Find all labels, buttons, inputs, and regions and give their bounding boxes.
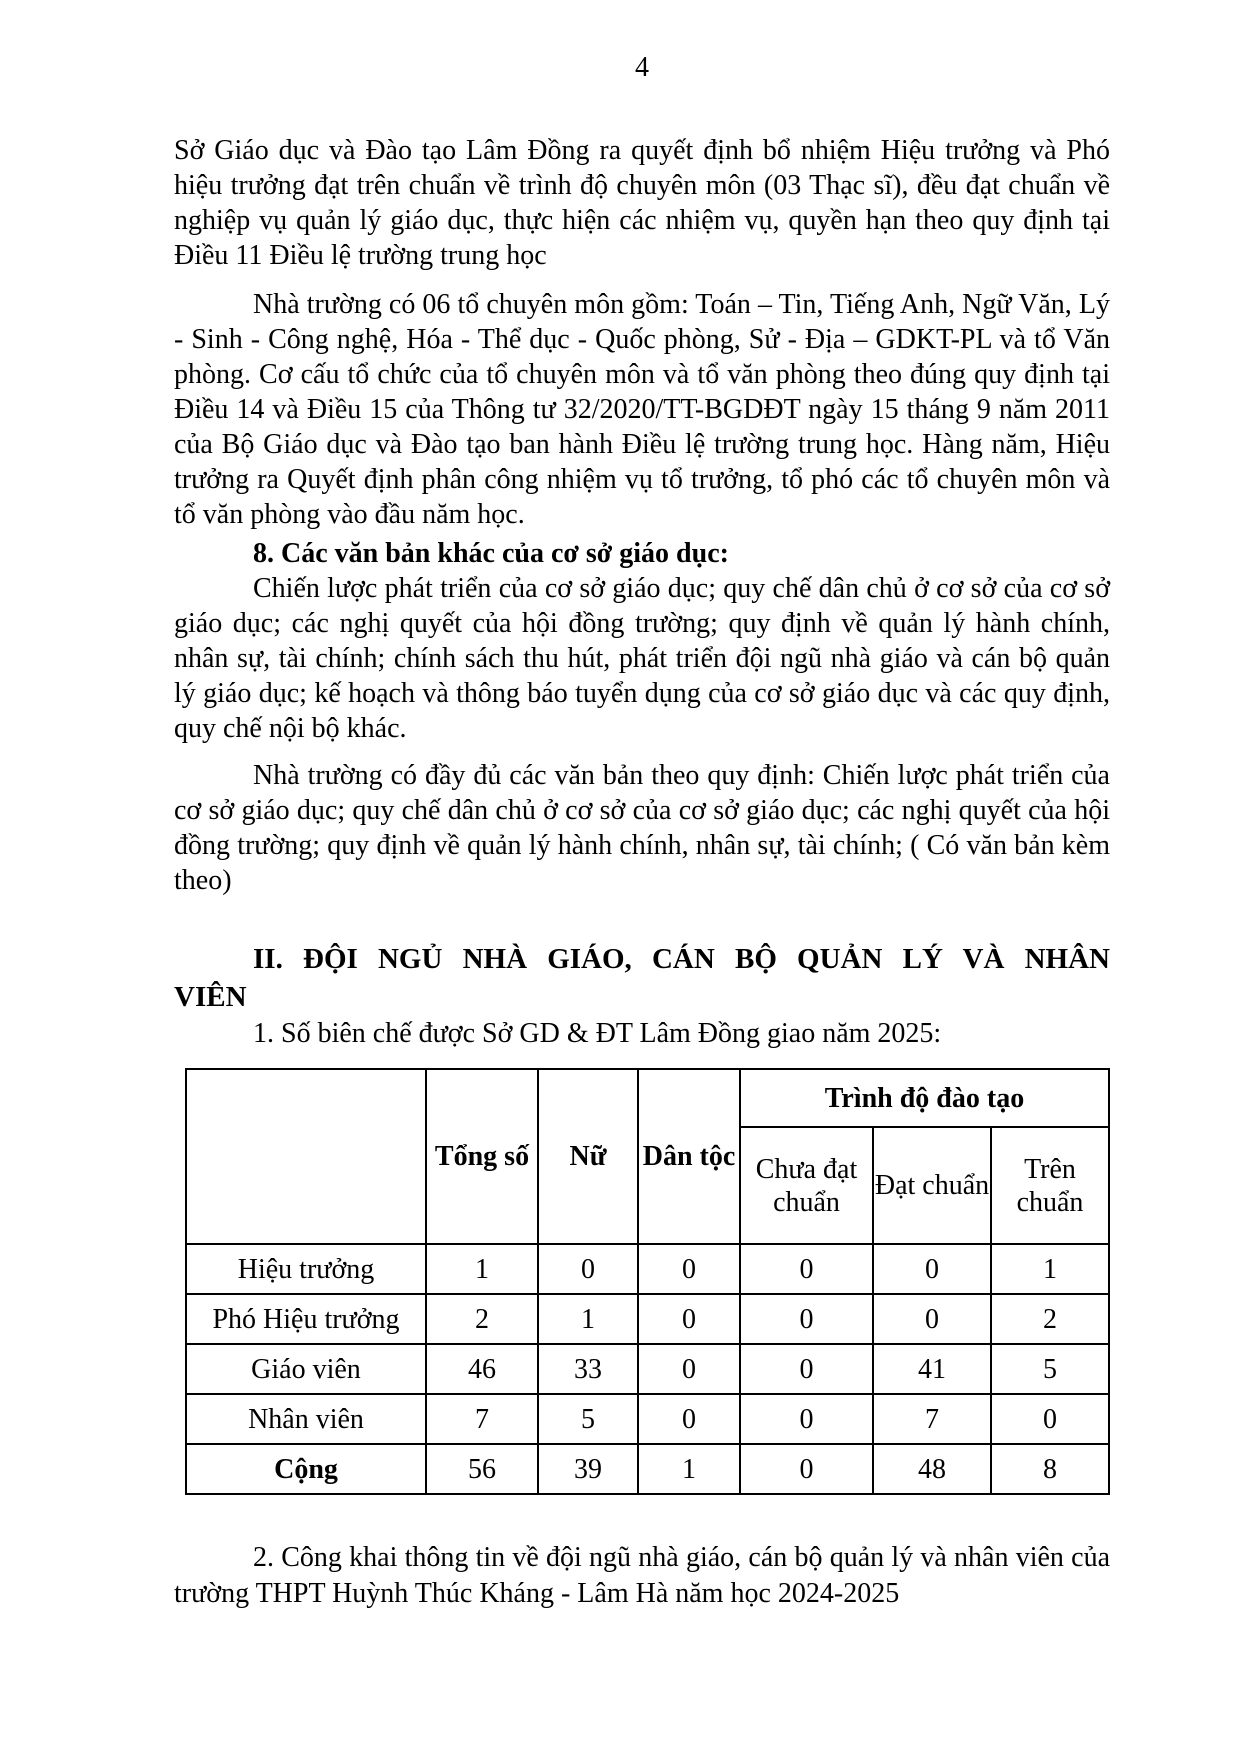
cell-chua-dat-chuan: 0 xyxy=(740,1344,873,1394)
cell-tong-so: 1 xyxy=(426,1244,538,1294)
cell-tren-chuan: 2 xyxy=(991,1294,1109,1344)
cell-dat-chuan: 0 xyxy=(873,1294,991,1344)
cell-chua-dat-chuan: 0 xyxy=(740,1294,873,1344)
cell-dan-toc: 0 xyxy=(638,1244,740,1294)
header-nu: Nữ xyxy=(538,1069,638,1244)
cell-dat-chuan: 41 xyxy=(873,1344,991,1394)
cell-tong-so: 56 xyxy=(426,1444,538,1494)
cell-dan-toc: 0 xyxy=(638,1294,740,1344)
staffing-table xyxy=(185,1068,1110,1495)
row-label-total: Cộng xyxy=(186,1444,426,1494)
cell-dan-toc: 1 xyxy=(638,1444,740,1494)
item-2-disclosure-title: 2. Công khai thông tin về đội ngũ nhà giáo, cán bộ quản lý và nhân viên của trường THPT Huỳnh Thúc Kháng - Lâm Hà năm học 2024-2025 xyxy=(174,1542,1110,1609)
header-tong-so: Tổng số xyxy=(426,1069,538,1244)
cell-nu: 5 xyxy=(538,1394,638,1444)
cell-tren-chuan: 1 xyxy=(991,1244,1109,1294)
cell-dat-chuan: 0 xyxy=(873,1244,991,1294)
cell-tong-so: 46 xyxy=(426,1344,538,1394)
header-chua-dat-chuan: Chưa đạt chuẩn xyxy=(740,1127,873,1244)
cell-tong-so: 2 xyxy=(426,1294,538,1344)
table-row-nhan-vien xyxy=(186,1394,1109,1444)
cell-tren-chuan: 8 xyxy=(991,1444,1109,1494)
table-row-cong-total xyxy=(186,1444,1109,1494)
row-label: Giáo viên xyxy=(186,1344,426,1394)
table-header-row-1 xyxy=(186,1069,1109,1127)
cell-dat-chuan: 7 xyxy=(873,1394,991,1444)
heading-section-2-line2: VIÊN xyxy=(174,981,247,1013)
heading-section-2 xyxy=(174,940,1110,1016)
cell-chua-dat-chuan: 0 xyxy=(740,1444,873,1494)
paragraph-departments: Nhà trường có 06 tổ chuyên môn gồm: Toán – Tin, Tiếng Anh, Ngữ Văn, Lý - Sinh - Công nghệ, Hóa - Thể dục - Quốc phòng, Sử - Địa – GDKT-PL và tổ Văn phòng. Cơ cấu tổ chức của tổ chuyên môn và tổ văn phòng theo đúng quy định tại Điều 14 và Điều 15 của Thông tư 32/2020/TT-BGDĐT ngày 15 tháng 9 năm 2011 của Bộ Giáo dục và Đào tạo ban hành Điều lệ trường trung học. Hàng năm, Hiệu trưởng ra Quyết định phân công nhiệm vụ tổ trưởng, tổ phó các tổ chuyên môn và tổ văn phòng vào đầu năm học. xyxy=(174,289,1110,530)
header-empty-cell xyxy=(186,1069,426,1244)
cell-chua-dat-chuan: 0 xyxy=(740,1244,873,1294)
heading-section-8: 8. Các văn bản khác của cơ sở giáo dục: xyxy=(253,538,729,569)
cell-dan-toc: 0 xyxy=(638,1344,740,1394)
row-label: Nhân viên xyxy=(186,1394,426,1444)
cell-tren-chuan: 0 xyxy=(991,1394,1109,1444)
item-1-quota-title: 1. Số biên chế được Sở GD & ĐT Lâm Đồng giao năm 2025: xyxy=(253,1018,942,1049)
paragraph-documents-list: Chiến lược phát triển của cơ sở giáo dục; quy chế dân chủ ở cơ sở của cơ sở giáo dục; các nghị quyết của hội đồng trường; quy định về quản lý hành chính, nhân sự, tài chính; chính sách thu hút, phát triển đội ngũ nhà giáo và cán bộ quản lý giáo dục; kế hoạch và thông báo tuyển dụng của cơ sở giáo dục và các quy định, quy chế nội bộ khác. xyxy=(174,573,1110,744)
cell-nu: 33 xyxy=(538,1344,638,1394)
heading-section-2-line1: II. ĐỘI NGỦ NHÀ GIÁO, CÁN BỘ QUẢN LÝ VÀ NHÂN xyxy=(253,943,1110,975)
cell-nu: 0 xyxy=(538,1244,638,1294)
paragraph-documents-compliance: Nhà trường có đầy đủ các văn bản theo quy định: Chiến lược phát triển của cơ sở giáo dục; quy chế dân chủ ở cơ sở của cơ sở giáo dục; các nghị quyết của hội đồng trường; quy định về quản lý hành chính, nhân sự, tài chính; ( Có văn bản kèm theo) xyxy=(174,760,1110,896)
page-number: 4 xyxy=(635,52,649,83)
table-row-pho-hieu-truong xyxy=(186,1294,1109,1344)
cell-tong-so: 7 xyxy=(426,1394,538,1444)
row-label: Phó Hiệu trưởng xyxy=(186,1294,426,1344)
paragraph-appointment: Sở Giáo dục và Đào tạo Lâm Đồng ra quyết định bổ nhiệm Hiệu trưởng và Phó hiệu trưởng đạt trên chuẩn về trình độ chuyên môn (03 Thạc sĩ), đều đạt chuẩn về nghiệp vụ quản lý giáo dục, thực hiện các nhiệm vụ, quyền hạn theo quy định tại Điều 11 Điều lệ trường trung học xyxy=(174,135,1110,271)
header-dan-toc: Dân tộc xyxy=(638,1069,740,1244)
header-tren-chuan: Trên chuẩn xyxy=(991,1127,1109,1244)
cell-dan-toc: 0 xyxy=(638,1394,740,1444)
table-row-hieu-truong xyxy=(186,1244,1109,1294)
cell-tren-chuan: 5 xyxy=(991,1344,1109,1394)
header-trinh-do-dao-tao: Trình độ đào tạo xyxy=(740,1069,1109,1127)
row-label: Hiệu trưởng xyxy=(186,1244,426,1294)
cell-nu: 39 xyxy=(538,1444,638,1494)
cell-nu: 1 xyxy=(538,1294,638,1344)
table-row-giao-vien xyxy=(186,1344,1109,1394)
cell-dat-chuan: 48 xyxy=(873,1444,991,1494)
cell-chua-dat-chuan: 0 xyxy=(740,1394,873,1444)
header-dat-chuan: Đạt chuẩn xyxy=(873,1127,991,1244)
